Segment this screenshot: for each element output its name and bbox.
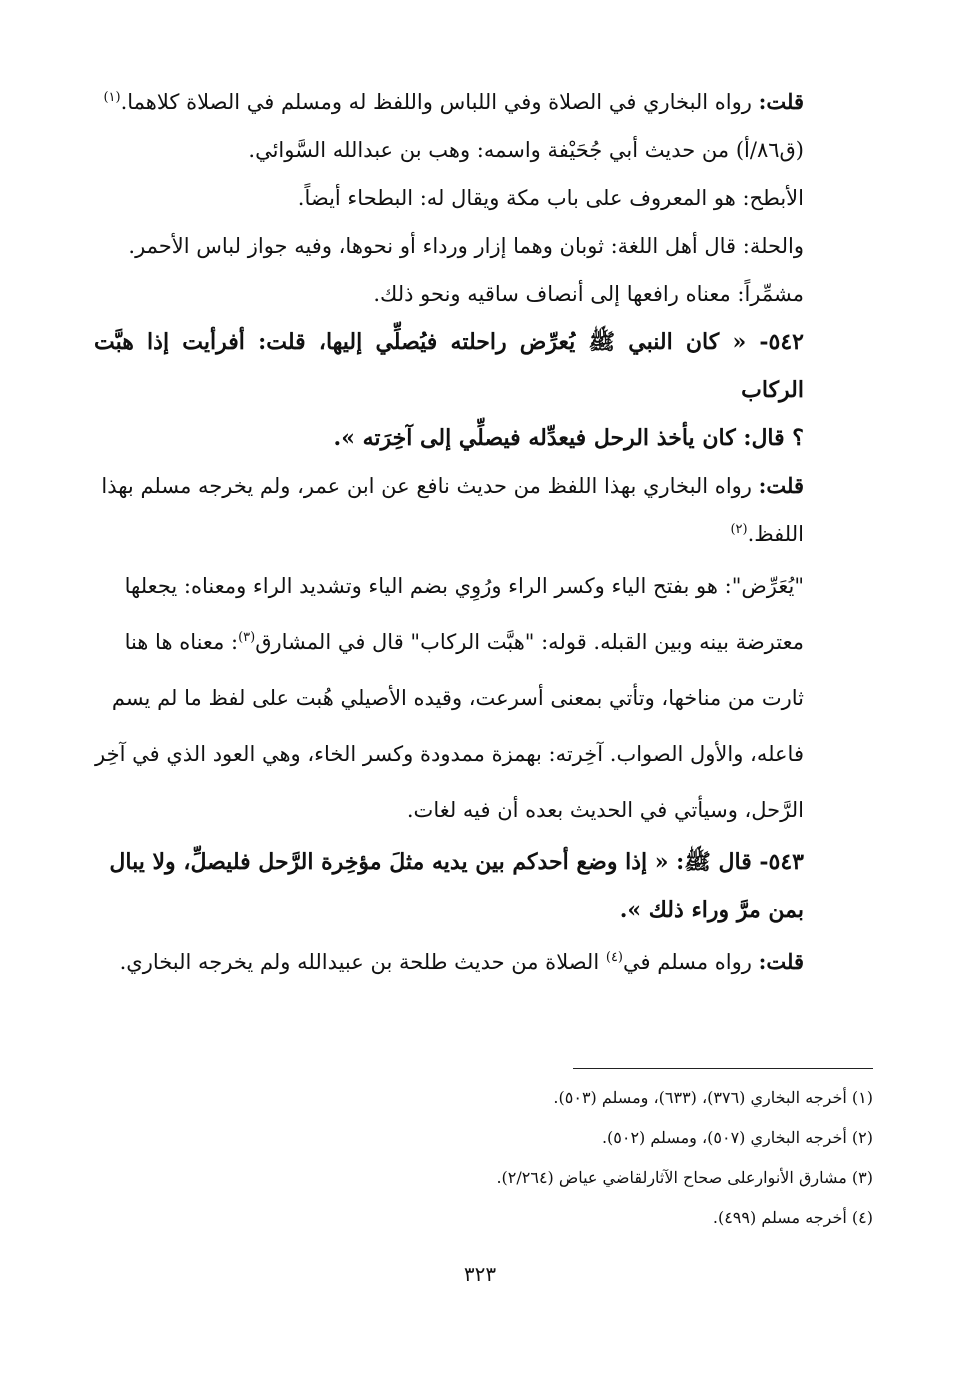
footnote-2: (٢) أخرجه البخاري (٥٠٧)، ومسلم (٥٠٢).	[601, 1128, 873, 1147]
qult-label: قلت:	[758, 473, 804, 498]
paragraph-7-line-1	[94, 934, 804, 990]
hadith-542-line-1: ٥٤٢- « كان النبي ﷺ يُعرِّض راحلته فيُصلِّي إليها، قلت: أفرأيت إذا هبَّت الركاب	[94, 329, 804, 403]
paragraph-1-line-2: (ق٨٦/أ) من حديث أبي جُحَيْفة واسمه: وهب بن عبدالله السَّوائي.	[248, 138, 804, 162]
paragraph-6-line-4: فاعله، والأول الصواب. آخِرته: بهمزة ممدودة وكسر الخاء، وهي العود الذي في آخِر	[95, 742, 804, 766]
paragraph-1	[94, 78, 860, 174]
qult-label: قلت:	[758, 949, 804, 974]
paragraph-7-text-start: رواه مسلم في	[623, 950, 752, 974]
paragraph-5-text-end: اللفظ.	[747, 522, 804, 546]
paragraph-5	[94, 462, 860, 558]
paragraph-7-text-end: الصلاة من حديث طلحة بن عبيدالله ولم يخرجه البخاري.	[119, 950, 600, 974]
qult-label: قلت:	[758, 89, 804, 114]
paragraph-5-line-2	[94, 510, 804, 558]
footnote-marker-3: (٣)	[238, 630, 256, 645]
paragraph-3: والحلة: قال أهل اللغة: ثوبان وهما إزار ورداء أو نحوها، وفيه جواز لباس الأحمر.	[128, 234, 804, 258]
paragraph-2: الأبطح: هو المعروف على باب مكة ويقال له: البطحاء أيضاً.	[297, 186, 804, 210]
paragraph-1-line-1	[94, 78, 804, 126]
paragraph-1-text: رواه البخاري في الصلاة وفي اللباس واللفظ له ومسلم في الصلاة كلاهما.	[120, 90, 752, 114]
footnote-marker-1: (١)	[103, 90, 121, 105]
footnote-3: (٣) مشارق الأنوارعلى صحاح الآثارلقاضي عياض (٢/٢٦٤).	[496, 1168, 873, 1187]
paragraph-5-line-1	[94, 462, 804, 510]
main-text	[94, 78, 860, 990]
footnote-marker-2: (٢)	[730, 522, 748, 537]
footnote-marker-4: (٤)	[605, 950, 623, 965]
paragraph-4: مشمِّراً: معناه رافعها إلى أنصاف ساقيه ونحو ذلك.	[373, 282, 804, 306]
footnote-4: (٤) أخرجه مسلم (٤٩٩).	[712, 1208, 873, 1227]
paragraph-6-line-2-start: معترضة بينه وبين القبله. قوله: "هبَّت الركاب" قال في المشارق	[255, 630, 804, 654]
hadith-543-line-2: بمن مرَّ وراء ذلك ».	[619, 897, 804, 923]
footnote-divider	[573, 1068, 873, 1069]
paragraph-5-text: رواه البخاري بهذا اللفظ من حديث نافع عن ابن عمر، ولم يخرجه مسلم بهذا	[101, 474, 752, 498]
page-number: ٣٢٣	[463, 1262, 497, 1286]
hadith-543	[94, 838, 860, 934]
paragraph-6-line-2-end: : معناه ها هنا	[124, 630, 239, 654]
paragraph-6-line-3: ثارت من مناخها، وتأتي بمعنى أسرعت، وقيده الأصيلي هُبت على لفظ ما لم يسم	[111, 686, 804, 710]
footnote-1: (١) أخرجه البخاري (٣٧٦)، (٦٣٣)، ومسلم (٥٠٣).	[553, 1088, 873, 1107]
hadith-542-line-2: ؟ قال: كان يأخذ الرحل فيعدِّله فيصلِّي إلى آخِرَته ».	[333, 425, 804, 451]
hadith-542	[94, 318, 860, 462]
paragraph-6-line-1: "يُعَرِّض": هو بفتح الياء وكسر الراء ورُوِي بضم الياء وتشديد الراء ومعناه: يجعلها	[124, 574, 804, 598]
paragraph-6-line-2	[94, 614, 804, 670]
paragraph-6	[94, 558, 860, 838]
hadith-543-line-1: ٥٤٣- قال ﷺ: « إذا وضع أحدكم بين يديه مثلَ مؤخِرة الرَّحل فليصلِّ، ولا يبال	[109, 849, 804, 875]
footnotes	[173, 1078, 873, 1238]
paragraph-7	[94, 934, 860, 990]
paragraph-6-line-5: الرَّحل، وسيأتي في الحديث بعده أن فيه لغات.	[406, 798, 804, 822]
